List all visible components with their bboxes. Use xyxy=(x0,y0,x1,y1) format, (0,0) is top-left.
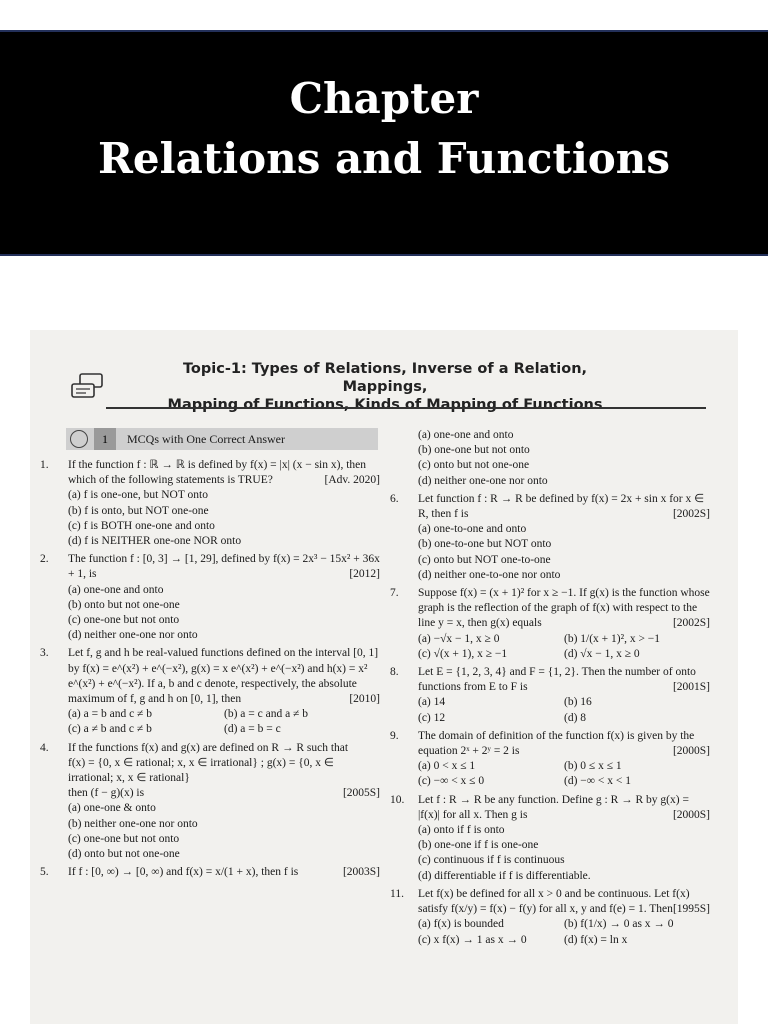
option: (c) f is BOTH one-one and onto xyxy=(68,519,215,532)
year-tag: [2000S] xyxy=(672,745,710,758)
option: (b) f is onto, but NOT one-one xyxy=(68,504,209,517)
topic-divider xyxy=(106,407,706,409)
option: (d) 8 xyxy=(564,711,587,724)
question-text: Let E = {1, 2, 3, 4} and F = {1, 2}. Then the number of onto functions from E to F is [2001S] xyxy=(418,665,710,695)
question-number: 2. xyxy=(40,553,49,566)
option-list xyxy=(418,632,710,662)
question-number: 9. xyxy=(390,729,399,742)
year-tag: [1995S] xyxy=(672,903,710,916)
question xyxy=(390,428,710,489)
option-list xyxy=(418,759,710,789)
question-number: 5. xyxy=(40,866,49,879)
question xyxy=(40,741,380,863)
question xyxy=(40,865,380,880)
question-number: 4. xyxy=(40,741,49,754)
option: (c) onto but NOT one-to-one xyxy=(418,553,551,566)
section-icon xyxy=(70,430,88,448)
question-text: then (f − g)(x) is [2005S] xyxy=(68,786,380,801)
option-list xyxy=(68,801,380,862)
option: (c) −∞ < x ≤ 0 xyxy=(418,775,485,788)
question-number: 11. xyxy=(390,887,404,900)
question-text: If the function f : ℝ → ℝ is defined by f(x) = |x| (x − sin x), then which of the following statements is TRUE? [Adv. 2020] xyxy=(68,458,380,488)
question-text: If f : [0, ∞) → [0, ∞) and f(x) = x/(1 + x), then f is [2003S] xyxy=(68,865,380,880)
chat-bubbles-icon xyxy=(70,372,104,402)
option: (a) 0 < x ≤ 1 xyxy=(418,760,476,773)
question-number: 8. xyxy=(390,666,399,679)
year-tag: [2002S] xyxy=(672,508,710,521)
option: (a) one-to-one and onto xyxy=(418,523,527,536)
question-text: Let f(x) be defined for all x > 0 and be continuous. Let f(x) satisfy f(x/y) = f(x) − f(y) for all x, y and f(e) = 1. Then [1995S] xyxy=(418,887,710,917)
topic-title-line-1: Topic-1: Types of Relations, Inverse of a Relation, Mappings, xyxy=(182,361,588,395)
option: (d) onto but not one-one xyxy=(68,848,180,861)
option: (b) 1/(x + 1)², x > −1 xyxy=(564,632,661,645)
option: (d) neither one-to-one nor onto xyxy=(418,568,561,581)
question xyxy=(390,492,710,583)
question xyxy=(390,793,710,884)
option-list xyxy=(68,707,380,737)
option: (a) −√x − 1, x ≥ 0 xyxy=(418,632,500,645)
question-text: f(x) = {0, x ∈ rational; x, x ∈ irrational} ; g(x) = {0, x ∈ irrational; x, x ∈ rational} xyxy=(68,756,334,785)
option: (a) f is one-one, but NOT onto xyxy=(68,489,208,502)
option: (a) one-one & onto xyxy=(68,802,156,815)
option-list xyxy=(418,823,710,884)
option-list xyxy=(418,428,710,489)
year-tag: [2005S] xyxy=(342,787,380,800)
question-text: Suppose f(x) = (x + 1)² for x ≥ −1. If g(x) is the function whose graph is the reflection of the graph of f(x) with respect to the line y = x, then g(x) equals [2002S] xyxy=(418,586,710,632)
question-number: 1. xyxy=(40,459,49,471)
question xyxy=(390,586,710,662)
option: (a) onto if f is onto xyxy=(418,824,505,837)
option: (c) x f(x) → 1 as x → 0 xyxy=(418,933,527,946)
option: (a) f(x) is bounded xyxy=(418,918,504,931)
option: (c) 12 xyxy=(418,711,446,724)
option: (b) neither one-one nor onto xyxy=(68,817,198,830)
topic-title-line-2: Mapping of Functions, Kinds of Mapping of Functions xyxy=(167,397,603,413)
option: (d) −∞ < x < 1 xyxy=(564,775,631,788)
question-number: 10. xyxy=(390,793,405,806)
year-tag: [2000S] xyxy=(672,808,710,821)
question xyxy=(390,665,710,726)
option: (b) one-one but not onto xyxy=(418,444,530,457)
year-tag: [2012] xyxy=(349,568,380,581)
question-text: The domain of definition of the function f(x) is given by the equation 2ˣ + 2ʸ = 2 is [2000S] xyxy=(418,729,710,759)
option: (c) onto but not one-one xyxy=(418,459,530,472)
option-list xyxy=(68,583,380,644)
question-text: If the functions f(x) and g(x) are defined on R → R such that xyxy=(68,741,349,754)
question-number: 3. xyxy=(40,647,49,660)
option: (a) one-one and onto xyxy=(68,583,164,596)
option: (b) onto but not one-one xyxy=(68,598,180,611)
option-list xyxy=(418,522,710,583)
option: (d) a = b = c xyxy=(224,723,281,736)
section-title: MCQs with One Correct Answer xyxy=(127,432,285,446)
question xyxy=(390,729,710,790)
option-list xyxy=(68,488,380,549)
option: (b) 0 ≤ x ≤ 1 xyxy=(564,760,622,773)
question xyxy=(390,887,710,948)
option-list xyxy=(418,917,710,947)
option: (a) 14 xyxy=(418,696,446,709)
chapter-banner xyxy=(0,30,768,256)
option: (b) f(1/x) → 0 as x → 0 xyxy=(564,918,674,931)
question-text: Let f : R → R be any function. Define g : R → R by g(x) = |f(x)| for all x. Then g is [2000S] xyxy=(418,793,710,823)
option: (b) a = c and a ≠ b xyxy=(224,708,308,721)
year-tag: [Adv. 2020] xyxy=(324,474,380,487)
option: (b) one-to-one but NOT onto xyxy=(418,538,552,551)
question-number: 7. xyxy=(390,587,399,600)
option: (d) f is NEITHER one-one NOR onto xyxy=(68,535,242,548)
chapter-title: Relations and Functions xyxy=(98,134,670,183)
option: (d) differentiable if f is differentiable. xyxy=(418,869,591,882)
option: (d) √x − 1, x ≥ 0 xyxy=(564,647,640,660)
option: (c) √(x + 1), x ≥ −1 xyxy=(418,647,508,660)
year-tag: [2003S] xyxy=(342,866,380,879)
option: (c) continuous if f is continuous xyxy=(418,854,565,867)
left-column xyxy=(40,458,380,883)
option: (a) one-one and onto xyxy=(418,429,514,441)
question-text: The function f : [0, 3] → [1, 29], defined by f(x) = 2x³ − 15x² + 36x + 1, is [2012] xyxy=(68,552,380,582)
year-tag: [2001S] xyxy=(672,681,710,694)
topic-heading xyxy=(160,360,610,414)
section-number: 1 xyxy=(94,428,116,450)
option: (b) one-one if f is one-one xyxy=(418,839,539,852)
option: (d) neither one-one nor onto xyxy=(68,629,198,642)
option: (c) one-one but not onto xyxy=(68,614,180,627)
chapter-label: Chapter xyxy=(289,74,479,123)
option: (b) 16 xyxy=(564,696,592,709)
question xyxy=(40,552,380,643)
section-header xyxy=(66,428,378,450)
year-tag: [2002S] xyxy=(672,617,710,630)
question xyxy=(40,646,380,737)
scanned-page xyxy=(30,330,738,1024)
option: (d) neither one-one nor onto xyxy=(418,474,548,487)
option-list xyxy=(418,695,710,725)
right-column xyxy=(390,428,710,951)
option: (c) one-one but not onto xyxy=(68,832,180,845)
option: (d) f(x) = ln x xyxy=(564,933,628,946)
question-number: 6. xyxy=(390,492,399,505)
question-text: Let f, g and h be real-valued functions defined on the interval [0, 1] by f(x) = e^(x²) + e^(−x²), g(x) = x e^(x²) + e^(−x²) and h(x) = x² e^(x²) + e^(−x²). If a, b and c denote, respectively, the absolute maximum of f, g and h on [0, 1], then [2010] xyxy=(68,646,380,707)
question-text: Let function f : R → R be defined by f(x) = 2x + sin x for x ∈ R, then f is [2002S] xyxy=(418,492,710,522)
option: (c) a ≠ b and c ≠ b xyxy=(68,723,152,736)
year-tag: [2010] xyxy=(349,693,380,706)
question xyxy=(40,458,380,549)
option: (a) a = b and c ≠ b xyxy=(68,708,152,721)
